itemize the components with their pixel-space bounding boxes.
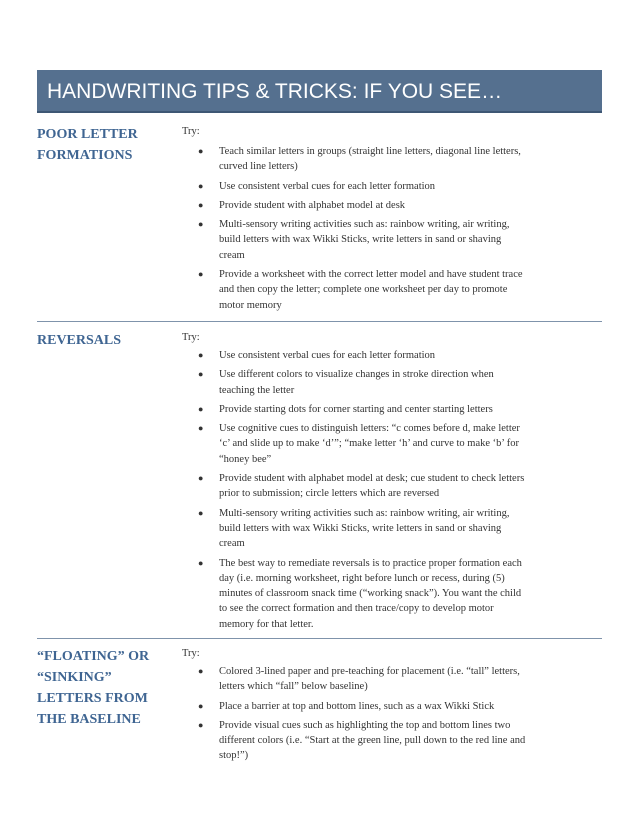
list-item: [182, 471, 527, 502]
bullet-icon: ●: [198, 219, 204, 230]
section-divider: [37, 638, 602, 639]
bullet-icon: ●: [198, 423, 204, 434]
list-item-text: Multi-sensory writing activities such as: rainbow writing, air writing, build letters with wax Wikki Sticks, write letters in sand or shaving cream: [219, 219, 510, 261]
list-item: [182, 402, 527, 417]
bullet-icon: ●: [198, 507, 204, 518]
try-label: Try:: [182, 126, 200, 137]
list-item-text: Provide visual cues such as highlighting the top and bottom lines two different colors (i.e. “Start at the green line, pull down to the red line and stop!”): [219, 719, 526, 762]
list-item: [182, 179, 527, 194]
list-item-text: Use consistent verbal cues for each letter formation: [219, 350, 436, 361]
section-heading: “FLOATING” OR “SINKING” LETTERS FROM THE BASELINE: [37, 649, 150, 727]
list-item: [182, 699, 527, 714]
list-item: [182, 144, 527, 175]
try-label: Try:: [182, 648, 200, 659]
section-floating-sinking-letters: [37, 646, 602, 776]
list-item-text: Provide student with alphabet model at desk; cue student to check letters prior to submission; circle letters which are reversed: [219, 473, 525, 500]
section-divider: [37, 321, 602, 322]
list-item-text: Use different colors to visualize changes in stroke direction when teaching the letter: [219, 369, 494, 396]
bullet-icon: ●: [198, 269, 204, 280]
bullet-icon: ●: [198, 719, 204, 730]
section-poor-letter-formations: [37, 124, 602, 314]
list-item: [182, 506, 527, 552]
tips-list: [182, 144, 527, 317]
bullet-icon: ●: [198, 199, 204, 210]
list-item: [182, 267, 527, 313]
bullet-icon: ●: [198, 473, 204, 484]
try-label: Try:: [182, 332, 200, 343]
list-item-text: Provide student with alphabet model at desk: [219, 199, 406, 211]
section-heading: REVERSALS: [37, 333, 122, 348]
list-item-text: Provide a worksheet with the correct letter model and have student trace and then copy the letter; complete one worksheet per day to promote motor memory: [219, 269, 523, 311]
list-item-text: Multi-sensory writing activities such as: rainbow writing, air writing, build letters with wax Wikki Sticks, write letters in sand or shaving cream: [219, 507, 510, 550]
list-item: [182, 556, 527, 632]
list-item-text: Colored 3-lined paper and pre-teaching for placement (i.e. “tall” letters, letters which “fall” below baseline): [219, 666, 520, 693]
list-item-text: Provide starting dots for corner starting and center starting letters: [219, 403, 493, 415]
list-item: [182, 421, 527, 467]
list-item: [182, 367, 527, 398]
list-item: [182, 217, 527, 263]
bullet-icon: ●: [198, 403, 204, 414]
bullet-icon: ●: [198, 146, 204, 156]
tips-list: [182, 664, 527, 768]
bullet-icon: ●: [198, 180, 204, 191]
section-heading: POOR LETTER FORMATIONS: [37, 127, 138, 163]
list-item: [182, 718, 527, 764]
list-item: [182, 198, 527, 213]
bullet-icon: ●: [198, 700, 204, 711]
list-item-text: The best way to remediate reversals is to practice proper formation each day (i.e. morning worksheet, right before lunch or recess, during (5) minutes of classroom snack time (“working snack”). You want the child to see the correct formation and then trace/copy to develop motor memory for that letter.: [219, 557, 522, 630]
bullet-icon: ●: [198, 666, 204, 676]
list-item-text: Place a barrier at top and bottom lines, such as a wax Wikki Stick: [219, 700, 495, 712]
tips-list: [182, 348, 527, 636]
section-reversals: [37, 330, 602, 630]
page-title-banner: HANDWRITING TIPS & TRICKS: IF YOU SEE…: [37, 70, 602, 113]
bullet-icon: ●: [198, 350, 204, 360]
list-item: [182, 664, 527, 695]
list-item-text: Use cognitive cues to distinguish letters: “c comes before d, make letter ‘c’ and slide up to make ‘d’”; “make letter ‘h’ and curve to make ‘b’ for “honey bee”: [219, 423, 520, 465]
list-item-text: Teach similar letters in groups (straight line letters, diagonal line letters, curved line letters): [219, 146, 521, 173]
list-item: [182, 348, 527, 363]
bullet-icon: ●: [198, 369, 204, 380]
bullet-icon: ●: [198, 557, 204, 568]
list-item-text: Use consistent verbal cues for each letter formation: [219, 180, 436, 192]
